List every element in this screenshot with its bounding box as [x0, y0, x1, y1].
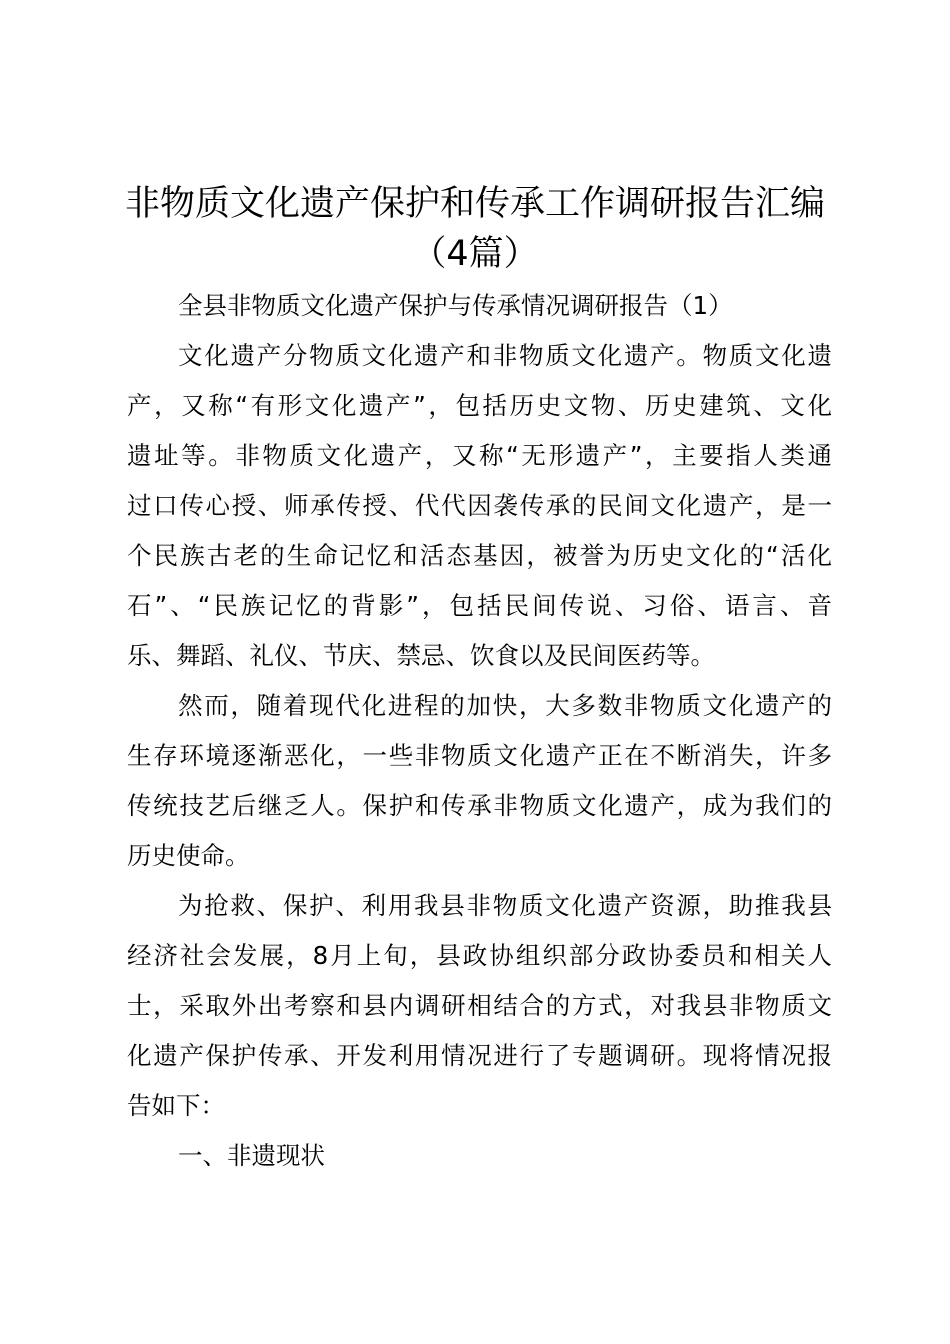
paragraph-1: [127, 331, 832, 681]
paragraph-line: 士，采取外出考察和县内调研相结合的方式，对我县非物质文: [127, 991, 832, 1020]
paragraph-line: 过口传心授、师承传授、代代因袭传承的民间文化遗产，是一: [127, 491, 832, 520]
document-body: [127, 281, 832, 1181]
paragraph-line: 生存环境逐渐恶化，一些非物质文化遗产正在不断消失，许多: [127, 741, 832, 770]
paragraph-line: 产，又称“有形文化遗产”，包括历史文物、历史建筑、文化: [127, 391, 832, 420]
section-heading: 一、非遗现状: [178, 1141, 325, 1170]
paragraph-line: 乐、舞蹈、礼仪、节庆、禁忌、饮食以及民间医药等。: [127, 641, 715, 670]
paragraph-line: 为抢救、保护、利用我县非物质文化遗产资源，助推我县: [178, 891, 832, 920]
report-subtitle: 全县非物质文化遗产保护与传承情况调研报告（1）: [178, 291, 733, 320]
paragraph-line: 个民族古老的生命记忆和活态基因，被誉为历史文化的“活化: [127, 541, 832, 570]
paragraph-line: 然而，随着现代化进程的加快，大多数非物质文化遗产的: [178, 691, 832, 720]
paragraph-line: 告如下：: [127, 1091, 225, 1120]
paragraph-line: 石”、“民族记忆的背影”，包括民间传说、习俗、语言、音: [127, 591, 832, 620]
paragraph-line: 历史使命。: [127, 841, 250, 870]
document-title-count: （4篇）: [411, 234, 539, 274]
document-title: 非物质文化遗产保护和传承工作调研报告汇编: [124, 184, 825, 224]
paragraph-line: 遗址等。非物质文化遗产，又称“无形遗产”，主要指人类通: [127, 441, 832, 470]
paragraph-line: 化遗产保护传承、开发利用情况进行了专题调研。现将情况报: [127, 1041, 832, 1070]
paragraph-line: 经济社会发展，8月上旬，县政协组织部分政协委员和相关人: [127, 941, 832, 970]
paragraph-line: 传统技艺后继乏人。保护和传承非物质文化遗产，成为我们的: [127, 791, 832, 820]
paragraph-line: 文化遗产分物质文化遗产和非物质文化遗产。物质文化遗: [178, 341, 832, 370]
paragraph-2: [127, 681, 832, 881]
paragraph-3: [127, 881, 832, 1131]
